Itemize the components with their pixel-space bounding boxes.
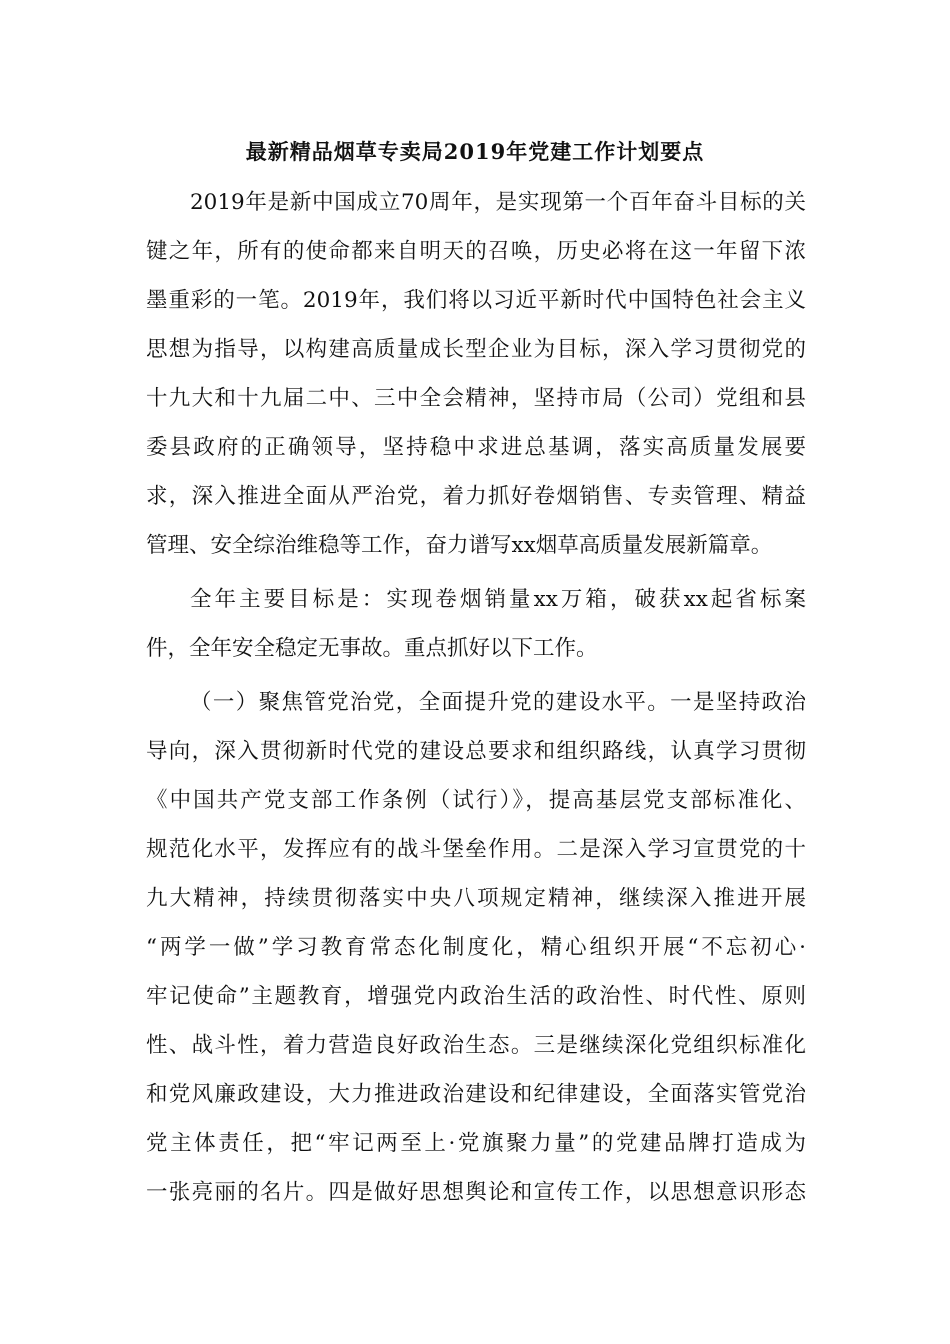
paragraph-line: 2019年是新中国成立70周年，是实现第一个百年奋斗目标的关 [190,190,806,215]
paragraph-line: 党主体责任，把“牢记两至上·党旗聚力量”的党建品牌打造成为 [146,1131,806,1156]
paragraph-line: 委县政府的正确领导，坚持稳中求进总基调，落实高质量发展要 [146,435,806,460]
paragraph-line: 性、战斗性，着力营造良好政治生态。三是继续深化党组织标准化 [146,1033,806,1058]
paragraph-line: 思想为指导，以构建高质量成长型企业为目标，深入学习贯彻党的 [146,337,806,362]
paragraph-line: 十九大和十九届二中、三中全会精神，坚持市局（公司）党组和县 [146,386,806,411]
paragraph-line: 墨重彩的一笔。2019年，我们将以习近平新时代中国特色社会主义 [146,288,806,313]
paragraph-line: 求，深入推进全面从严治党，着力抓好卷烟销售、专卖管理、精益 [146,484,806,509]
paragraph-line: 和党风廉政建设，大力推进政治建设和纪律建设，全面落实管党治 [146,1082,806,1107]
paragraph-line: 《中国共产党支部工作条例（试行）》，提高基层党支部标准化、 [146,788,806,813]
paragraph-line: 管理、安全综治维稳等工作，奋力谱写xx烟草高质量发展新篇章。 [146,533,773,558]
paragraph-line: 件，全年安全稳定无事故。重点抓好以下工作。 [146,636,598,661]
document-title: 最新精品烟草专卖局2019年党建工作计划要点 [245,139,705,164]
paragraph-line: 全年主要目标是：实现卷烟销量xx万箱，破获xx起省标案 [190,587,806,612]
paragraph-line: 九大精神，持续贯彻落实中央八项规定精神，继续深入推进开展 [146,886,806,911]
paragraph-line: “两学一做”学习教育常态化制度化，精心组织开展“不忘初心· [146,935,806,960]
paragraph-line: （一）聚焦管党治党，全面提升党的建设水平。一是坚持政治 [190,690,806,715]
paragraph-line: 一张亮丽的名片。四是做好思想舆论和宣传工作，以思想意识形态 [146,1180,806,1205]
paragraph-line: 规范化水平，发挥应有的战斗堡垒作用。二是深入学习宣贯党的十 [146,837,806,862]
paragraph-line: 导向，深入贯彻新时代党的建设总要求和组织路线，认真学习贯彻 [146,739,806,764]
paragraph-line: 键之年，所有的使命都来自明天的召唤，历史必将在这一年留下浓 [146,239,806,264]
paragraph-line: 牢记使命”主题教育，增强党内政治生活的政治性、时代性、原则 [146,984,806,1009]
